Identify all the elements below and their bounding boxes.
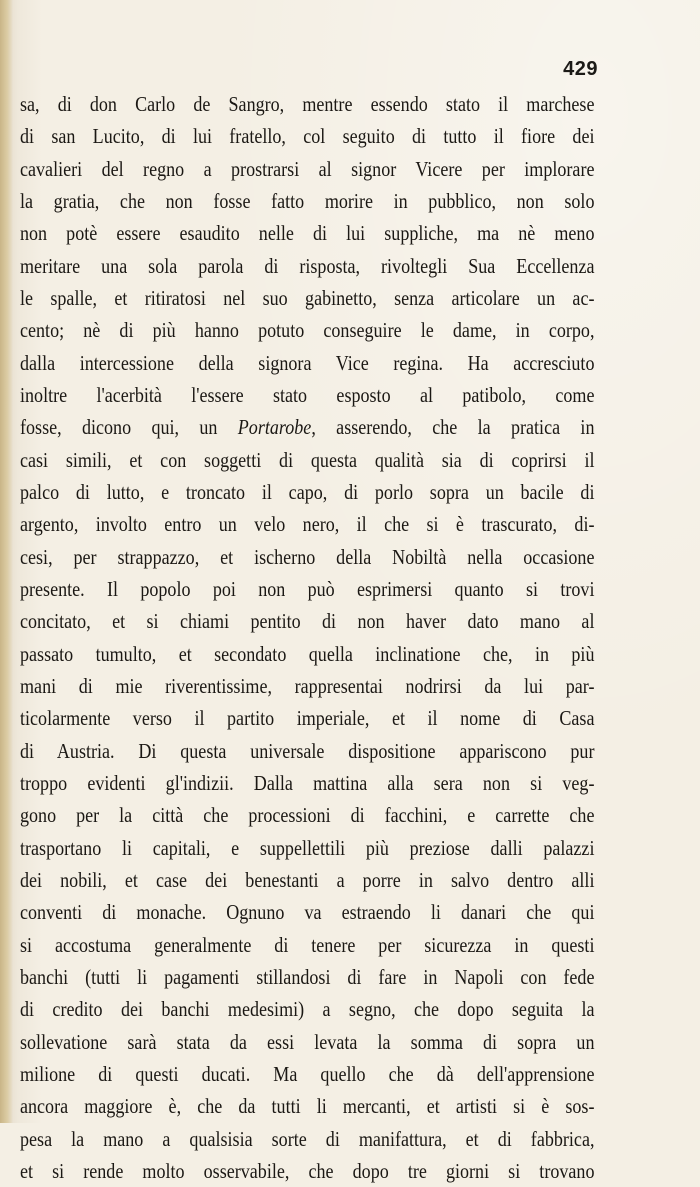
text-line: di credito dei banchi medesimi) a segno, che dopo seguita la [20,997,595,1022]
text-line: banchi (tutti li pagamenti stillandosi di fare in Napoli con fede [20,964,595,989]
text-line: sollevatione sarà stata da essi levata la somma di sopra un [20,1029,595,1054]
text-line: meritare una sola parola di risposta, rivoltegli Sua Eccellenza [20,253,595,278]
text-line: le spalle, et ritiratosi nel suo gabinetto, senza articolare un ac- [20,285,595,310]
text-line: cavalieri del regno a prostrarsi al signor Vicere per implorare [20,156,595,181]
text-line-with-italic: fosse, dicono qui, un Portarobe, asserendo, che la pratica in [20,415,595,440]
text-line: argento, involto entro un velo nero, il che si è trascurato, di- [20,512,595,537]
text-line: passato tumulto, et secondato quella inclinatione che, in più [20,641,595,666]
text-line: cesi, per strappazzo, et ischerno della Nobiltà nella occasione [20,544,595,569]
text-line: troppo evidenti gl'indizii. Dalla mattina alla sera non si veg- [20,770,595,795]
text-line: si accostuma generalmente di tenere per sicurezza in questi [20,932,595,957]
text-line: ticolarmente verso il partito imperiale, et il nome di Casa [20,706,595,731]
page-spine-shadow [0,0,13,1123]
text-line: pesa la mano a qualsisia sorte di manifattura, et di fabbrica, [20,1126,595,1151]
text-line: di san Lucito, di lui fratello, col seguito di tutto il fiore dei [20,124,595,149]
text-line: non potè essere esaudito nelle di lui suppliche, ma nè meno [20,221,595,246]
text-line: sa, di don Carlo de Sangro, mentre essendo stato il marchese [20,92,595,116]
text-line: et si rende molto osservabile, che dopo tre giorni si trovano [20,1158,595,1183]
text-line: inoltre l'acerbità l'essere stato esposto al patibolo, come [20,382,595,407]
text-line: gono per la città che processioni di facchini, e carrette che [20,803,595,828]
text-line: concitato, et si chiami pentito di non haver dato mano al [20,609,595,634]
italic-word: Portarobe [237,415,312,440]
text-line: dalla intercessione della signora Vice regina. Ha accresciuto [20,350,595,375]
body-text [20,88,595,1187]
text-line: dei nobili, et case dei benestanti a porre in salvo dentro alli [20,867,595,892]
text-line: mani di mie riverentissime, rappresentai nodrirsi da lui par- [20,673,595,698]
text-line: cento; nè di più hanno potuto conseguire le dame, in corpo, [20,318,595,343]
text-line: trasportano li capitali, e suppellettili più preziose dalli palazzi [20,835,595,860]
text-line: casi simili, et con soggetti di questa qualità sia di coprirsi il [20,447,595,472]
page-number: 429 [563,58,598,80]
text-line: la gratia, che non fosse fatto morire in pubblico, non solo [20,188,595,213]
text-line: ancora maggiore è, che da tutti li mercanti, et artisti si è sos- [20,1094,595,1119]
text-line: palco di lutto, e troncato il capo, di porlo sopra un bacile di [20,479,595,504]
text-line: di Austria. Di questa universale dispositione appariscono pur [20,738,595,763]
text-line: presente. Il popolo poi non può esprimersi quanto si trovi [20,576,595,601]
text-line: milione di questi ducati. Ma quello che dà dell'apprensione [20,1061,595,1086]
text-line: conventi di monache. Ognuno va estraendo li danari che qui [20,900,595,925]
